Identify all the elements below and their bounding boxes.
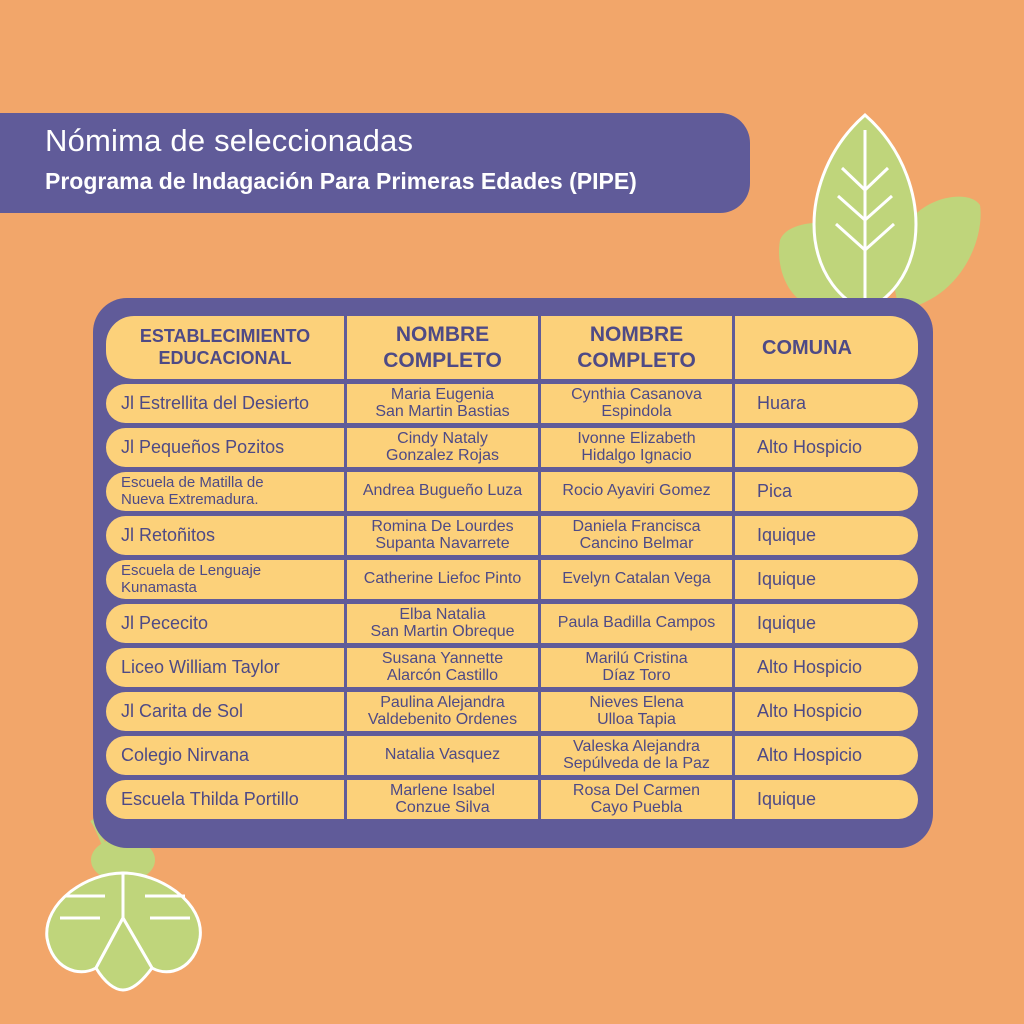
table-row	[106, 692, 918, 731]
comuna-cell: Iquique	[757, 789, 817, 810]
name1-cell: Paulina Alejandra Valdebenito Ordenes	[367, 693, 518, 728]
table-header-row	[106, 316, 918, 379]
name2-cell: Marilú Cristina Díaz Toro	[585, 649, 688, 684]
comuna-cell: Alto Hospicio	[757, 701, 863, 722]
school-cell: Escuela de Lenguaje Kunamasta	[121, 562, 262, 596]
school-cell: Liceo William Taylor	[121, 657, 280, 678]
header-nombre-2: NOMBRE COMPLETO	[577, 323, 696, 372]
school-cell: Escuela Thilda Portillo	[121, 789, 299, 810]
table-row	[106, 736, 918, 775]
school-cell: Jl Estrellita del Desierto	[121, 393, 310, 414]
name1-cell: Andrea Bugueño Luza	[362, 482, 523, 500]
header-establecimiento: ESTABLECIMIENTO EDUCACIONAL	[139, 325, 311, 368]
comuna-cell: Huara	[757, 393, 807, 414]
table-panel	[93, 298, 933, 848]
name2-cell: Valeska Alejandra Sepúlveda de la Paz	[563, 737, 710, 772]
school-cell: Jl Retoñitos	[121, 525, 216, 546]
comuna-cell: Alto Hospicio	[757, 745, 863, 766]
name1-cell: Cindy Nataly Gonzalez Rojas	[386, 429, 499, 464]
title-line-1: Nómima de seleccionadas	[45, 123, 414, 158]
table-row	[106, 780, 918, 819]
school-cell: Colegio Nirvana	[121, 745, 250, 766]
table-row	[106, 516, 918, 555]
title-line-2: Programa de Indagación Para Primeras Edades (PIPE)	[45, 168, 637, 194]
table-row	[106, 472, 918, 511]
title-banner	[0, 113, 750, 213]
name1-cell: Catherine Liefoc Pinto	[363, 570, 522, 588]
header-comuna: COMUNA	[762, 336, 852, 359]
comuna-cell: Pica	[757, 481, 793, 502]
name2-cell: Ivonne Elizabeth Hidalgo Ignacio	[577, 429, 696, 464]
name1-cell: Marlene Isabel Conzue Silva	[390, 781, 495, 816]
name1-cell: Susana Yannette Alarcón Castillo	[381, 649, 504, 684]
school-cell: Jl Carita de Sol	[121, 701, 244, 722]
comuna-cell: Iquique	[757, 525, 817, 546]
table-row	[106, 384, 918, 423]
school-cell: Escuela de Matilla de Nueva Extremadura.	[121, 474, 264, 508]
table-row	[106, 648, 918, 687]
comuna-cell: Alto Hospicio	[757, 437, 863, 458]
leaf-icon	[770, 110, 985, 315]
table-row	[106, 428, 918, 467]
header-nombre-1: NOMBRE COMPLETO	[383, 323, 502, 372]
comuna-cell: Iquique	[757, 569, 817, 590]
name1-cell: Elba Natalia San Martin Obreque	[370, 605, 515, 640]
name2-cell: Nieves Elena Ulloa Tapia	[589, 693, 684, 728]
table-row	[106, 604, 918, 643]
name2-cell: Rosa Del Carmen Cayo Puebla	[572, 781, 701, 816]
name2-cell: Cynthia Casanova Espindola	[571, 385, 702, 420]
name2-cell: Daniela Francisca Cancino Belmar	[572, 517, 701, 552]
name1-cell: Romina De Lourdes Supanta Navarrete	[371, 517, 514, 552]
name1-cell: Maria Eugenia San Martin Bastias	[375, 385, 510, 420]
school-cell: Jl Pececito	[121, 613, 209, 634]
comuna-cell: Alto Hospicio	[757, 657, 863, 678]
school-cell: Jl Pequeños Pozitos	[121, 437, 285, 458]
table-row	[106, 560, 918, 599]
selection-table	[106, 316, 918, 824]
name2-cell: Rocio Ayaviri Gomez	[562, 482, 711, 500]
name2-cell: Paula Badilla Campos	[557, 614, 716, 632]
name1-cell: Natalia Vasquez	[384, 746, 501, 764]
name2-cell: Evelyn Catalan Vega	[562, 570, 711, 588]
comuna-cell: Iquique	[757, 613, 817, 634]
